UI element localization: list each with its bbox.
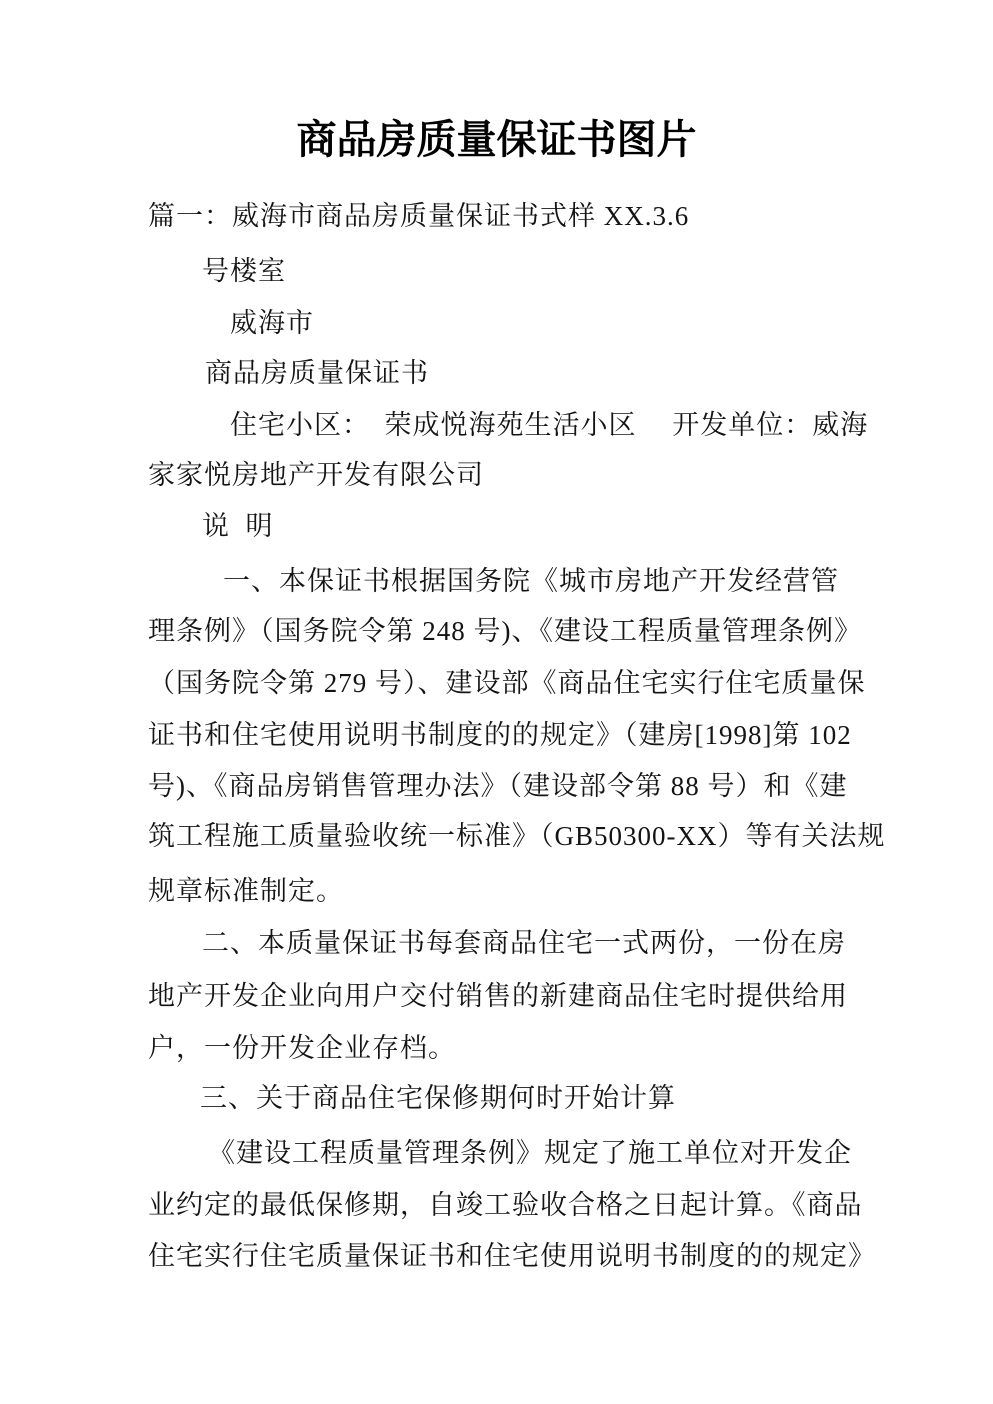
text-line: 三、关于商品住宅保修期何时开始计算 (200, 1083, 676, 1113)
text-line: （国务院令第 279 号）、建设部《商品住宅实行住宅质量保 (148, 668, 866, 698)
text-line: 威海市 (230, 308, 314, 338)
text-line: 筑工程施工质量验收统一标准》（GB50300-XX）等有关法规 (148, 821, 886, 851)
text-line: 住宅实行住宅质量保证书和住宅使用说明书制度的的规定》 (148, 1241, 876, 1271)
text-line: 号楼室 (202, 256, 286, 286)
text-line: 业约定的最低保修期，自竣工验收合格之日起计算。《商品 (148, 1190, 863, 1220)
text-line: 证书和住宅使用说明书制度的的规定》（建房[1998]第 102 (148, 720, 852, 750)
text-line: 家家悦房地产开发有限公司 (148, 460, 484, 490)
text-line: 理条例》（国务院令第 248 号)、《建设工程质量管理条例》 (148, 616, 862, 646)
text-line: 《建设工程质量管理条例》规定了施工单位对开发企 (208, 1138, 852, 1168)
text-line: 商品房质量保证书 (205, 358, 429, 388)
text-line: 二、本质量保证书每套商品住宅一式两份，一份在房 (202, 928, 846, 958)
text-line: 户，一份开发企业存档。 (148, 1033, 456, 1063)
text-line: 住宅小区： 荣成悦海苑生活小区 开发单位：威海 (230, 410, 869, 440)
text-line: 说 明 (202, 511, 274, 541)
text-line: 一、本保证书根据国务院《城市房地产开发经营管 (223, 566, 839, 596)
text-line: 篇一：威海市商品房质量保证书式样 XX.3.6 (148, 201, 690, 231)
text-line: 地产开发企业向用户交付销售的新建商品住宅时提供给用 (148, 981, 848, 1011)
text-line: 号)、《商品房销售管理办法》（建设部令第 88 号）和《建 (148, 771, 848, 801)
document-title: 商品房质量保证书图片 (296, 117, 697, 162)
text-line: 规章标准制定。 (148, 876, 344, 906)
